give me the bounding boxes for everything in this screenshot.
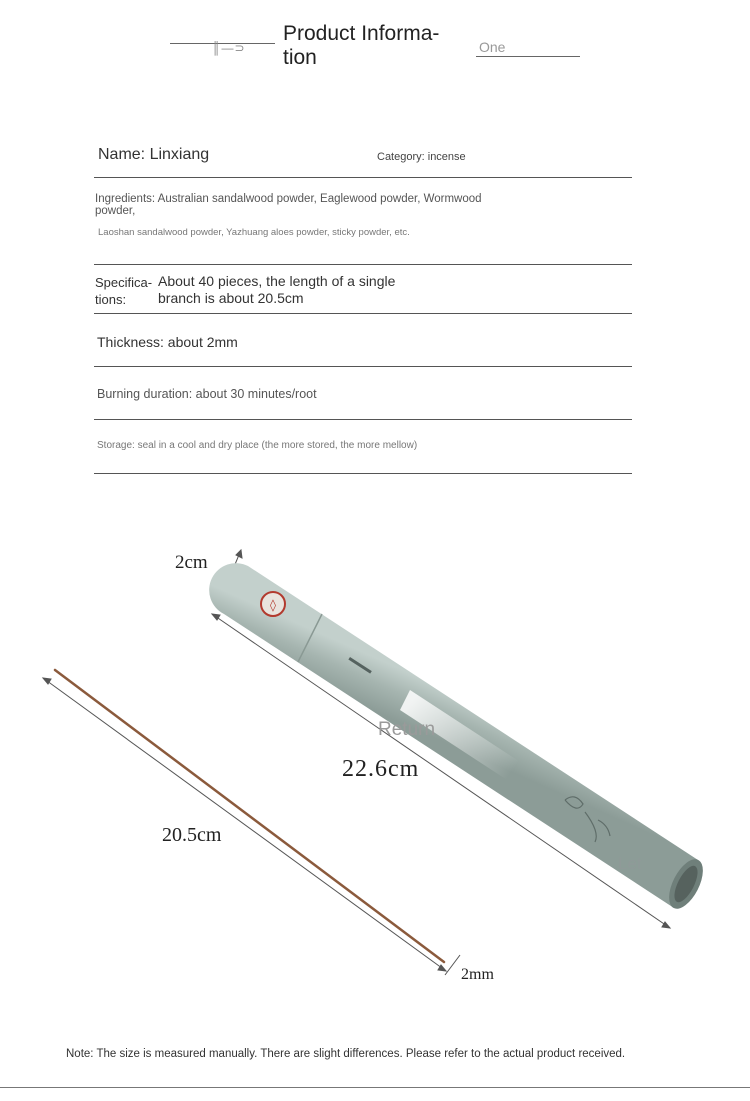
product-thickness: Thickness: about 2mm: [97, 334, 238, 350]
header-decoration: ║—⊃: [212, 41, 246, 55]
spec-value: About 40 pieces, the length of a single branch is about 20.5cm: [158, 273, 396, 306]
tube-length-arrow: [212, 614, 670, 928]
watermark-return: Return: [378, 719, 436, 740]
product-storage: Storage: seal in a cool and dry place (the more stored, the more mellow): [97, 440, 418, 451]
stick-length-label: 20.5cm: [162, 824, 222, 846]
product-category: Category: incense: [377, 151, 466, 163]
tube-diameter-label: 2cm: [175, 552, 208, 573]
page-subtitle: One: [479, 39, 506, 55]
svg-text:◊: ◊: [270, 598, 276, 612]
product-ingredients: Ingredients: Australian sandalwood powder, Eaglewood powder, Wormwood powder,: [95, 193, 482, 217]
footer-note: Note: The size is measured manually. There are slight differences. Please refer to the actual product received.: [66, 1048, 626, 1060]
stick-thickness-label: 2mm: [461, 966, 494, 983]
product-burning-duration: Burning duration: about 30 minutes/root: [97, 387, 317, 401]
page-title: Product Informa- tion: [283, 22, 440, 69]
spec-label: Specifica-tions:: [95, 275, 153, 307]
product-name: Name: Linxiang: [98, 146, 210, 163]
watermark-let: Let: [618, 854, 642, 873]
tube-length-label: 22.6cm: [342, 756, 420, 782]
stick-thickness-arrow: [445, 955, 460, 975]
product-ingredients-more: Laoshan sandalwood powder, Yazhuang aloes powder, sticky powder, etc.: [98, 227, 410, 238]
footer-divider: [0, 1087, 750, 1088]
